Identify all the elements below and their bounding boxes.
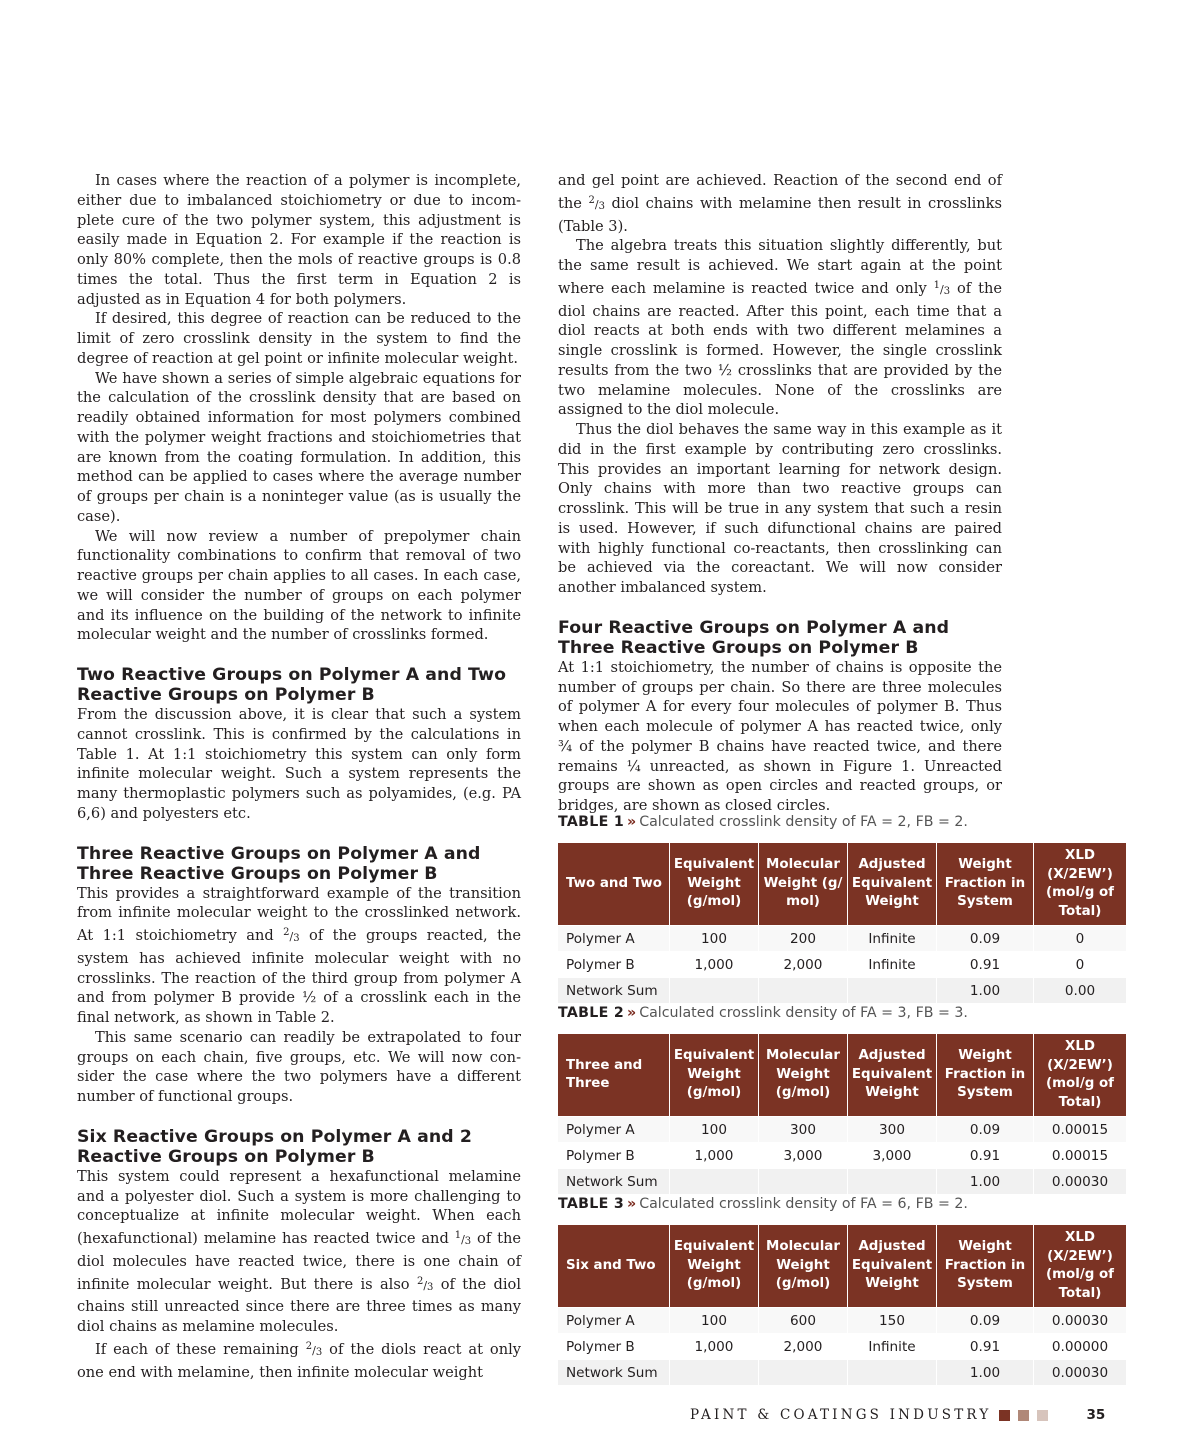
column-header: Adjusted Equivalent Weight xyxy=(848,843,937,926)
table-row xyxy=(558,1308,1126,1334)
table-cell: 600 xyxy=(759,1308,848,1334)
table-cell: Polymer B xyxy=(558,1143,670,1169)
table-cell: Polymer A xyxy=(558,1308,670,1334)
data-table xyxy=(558,1225,1126,1385)
page-number: 35 xyxy=(1086,1407,1106,1423)
left-column xyxy=(77,171,521,1382)
table-cell xyxy=(759,978,848,1004)
table-cell: 100 xyxy=(670,1308,759,1334)
column-header: Weight Fraction in System xyxy=(937,1225,1034,1308)
table-cell xyxy=(759,1360,848,1386)
paragraph: If each of these remaining $^2/_3$ of the diols react at only one end with melamine, then infinite molecular weight xyxy=(77,1340,522,1381)
paragraph: We will now review a number of prepolymer chain functionality combinations to confirm that removal of two reactive groups per chain applies to all cases. In each case, we will consider the number of groups on each polymer and its influence on the building of the network to infinite molecular weight and the number of crosslinks formed. xyxy=(77,527,521,644)
table-cell: 300 xyxy=(848,1117,937,1143)
table-cell: 150 xyxy=(848,1308,937,1334)
section-heading: Two Reactive Groups on Polymer A and Two Reactive Groups on Polymer B xyxy=(77,665,507,705)
table-cell xyxy=(759,1169,848,1195)
table-cell: 1,000 xyxy=(670,952,759,978)
table-cell: 0.00015 xyxy=(1034,1117,1127,1143)
table-cell xyxy=(848,978,937,1004)
table-cell: 0.91 xyxy=(937,1334,1034,1360)
magazine-name: PAINT & COATINGS INDUSTRY xyxy=(690,1407,992,1423)
column-header: XLD (X/2EW’) (mol/g of Total) xyxy=(1034,1034,1127,1117)
table-cell: 0.09 xyxy=(937,926,1034,952)
table-cell xyxy=(670,978,759,1004)
table-cell: Infinite xyxy=(848,1334,937,1360)
section-heading: Six Reactive Groups on Polymer A and 2 Reactive Groups on Polymer B xyxy=(77,1126,472,1167)
table-row xyxy=(558,1143,1126,1169)
paragraph: From the discussion above, it is clear that such a system cannot crosslink. This is confirmed by the calculations in Table 1. At 1:1 stoichiometry this system can only form infinite molecular weight. Such a system represents the many thermoplastic polymers such as polyamides, (e.g. PA 6,6) and polyesters etc. xyxy=(77,706,521,822)
paragraph: This same scenario can readily be extrapolated to four groups on each chain, five groups, etc. We will now consider the case where the two polymers have a different number of functional groups. xyxy=(77,1028,521,1105)
table-cell: 0.91 xyxy=(937,1143,1034,1169)
table-cell: 300 xyxy=(759,1117,848,1143)
table-row xyxy=(558,1117,1126,1143)
fraction-two-thirds: $^2/_3$ xyxy=(305,1340,323,1358)
footer-square-icon xyxy=(1018,1410,1029,1421)
paragraph: We have shown a series of simple algebraic equations for the calculation of the crosslink density that are based on readily obtained information for most polymers combined with the polymer weight fractions and stoichiometries that are known from the coating formulation. In addition, this method can be applied to cases where the average number of groups per chain is a noninteger value (as is usually the case). xyxy=(77,369,521,525)
paragraph: If desired, this degree of reaction can be reduced to the limit of zero crosslink density in the system to find the degree of reaction at gel point or infinite molecular weight. xyxy=(77,310,521,367)
table-cell: Network Sum xyxy=(558,1360,670,1386)
table-cell: 1.00 xyxy=(937,978,1034,1004)
table-cell xyxy=(670,1360,759,1386)
paragraph: and gel point are achieved. Reaction of the second end of the $^2/_3$ diol chains with melamine then result in crosslinks (Table 3). xyxy=(558,172,1003,235)
table-cell: 0.00030 xyxy=(1034,1308,1127,1334)
paragraph: At 1:1 stoichiometry, the number of chains is opposite the number of groups per chain. So there are three molecules of polymer A for every four molecules of polymer B. Thus when each molecule of polymer A has reacted twice, only ¾ of the polymer B chains have reacted twice, and there remains ¼ unreacted, as shown in Figure 1. Unreacted groups are shown as open circles and reacted groups, or bridges, are shown as closed circles. xyxy=(558,658,1002,814)
table-cell: 0 xyxy=(1034,926,1127,952)
table-caption: TABLE 2 » Calculated crosslink density of FA = 3, FB = 3. xyxy=(558,1005,968,1021)
column-header: Molecular Weight (g/mol) xyxy=(759,1225,848,1308)
table-row xyxy=(558,926,1126,952)
fraction-two-thirds: $^2/_3$ xyxy=(283,927,300,944)
table-cell: 0.00000 xyxy=(1034,1334,1127,1360)
column-header: Equivalent Weight (g/mol) xyxy=(670,1225,759,1308)
table-caption: TABLE 3 » Calculated crosslink density of FA = 6, FB = 2. xyxy=(558,1196,968,1212)
table-cell: 200 xyxy=(759,926,848,952)
table-cell: 0.09 xyxy=(937,1308,1034,1334)
paragraph: The algebra treats this situation slightly differently, but the same result is achieved. We start again at the point where each melamine is reacted twice and only $^1/_3$ of the diol chains are reacted. After this point, each time that a diol reacts at both ends with two different melamines a single crosslink is formed. However, the single crosslink results from the two ½ crosslinks that are provided by the two melamine molecules. None of the crosslinks are assigned to the diol molecule. xyxy=(558,237,1003,419)
table-cell: Network Sum xyxy=(558,978,670,1004)
table-cell: 2,000 xyxy=(759,1334,848,1360)
table-cell: 100 xyxy=(670,1117,759,1143)
fraction-two-thirds: $^2/_3$ xyxy=(416,1275,434,1293)
column-header: XLD (X/2EW’) (mol/g of Total) xyxy=(1034,1225,1127,1308)
column-header: Adjusted Equivalent Weight xyxy=(848,1225,937,1308)
table-cell: 1,000 xyxy=(670,1143,759,1169)
table-cell: Infinite xyxy=(848,926,937,952)
footer-square-icon xyxy=(1037,1410,1048,1421)
table-cell: 0.00 xyxy=(1034,978,1127,1004)
column-header: Six and Two xyxy=(558,1225,670,1308)
table-cell: 0 xyxy=(1034,952,1127,978)
table-cell: Polymer A xyxy=(558,926,670,952)
column-header: Three and Three xyxy=(558,1034,670,1117)
table-row xyxy=(558,952,1126,978)
table-row xyxy=(558,1360,1126,1386)
table-cell: 2,000 xyxy=(759,952,848,978)
table-cell xyxy=(848,1360,937,1386)
table-cell: 0.00030 xyxy=(1034,1169,1127,1195)
paragraph: This system could represent a hexafunctional melamine and a polyester diol. Such a system is more challenging to conceptualize at infinite molecular weight. When each (hexafunctional) melamine has reacted twice and $^1/_3$ of the diol molecules have reacted twice, there is one chain of infinite molecular weight. But there is also $^2/_3$ of the diol chains still unreacted since there are three times as many diol chains as melamine molecules. xyxy=(77,1167,522,1335)
table-cell xyxy=(848,1169,937,1195)
table-cell: Infinite xyxy=(848,952,937,978)
fraction-two-thirds: $^2/_3$ xyxy=(588,194,605,212)
table-caption: TABLE 1 » Calculated crosslink density of FA = 2, FB = 2. xyxy=(558,814,968,830)
column-header: Adjusted Equivalent Weight xyxy=(848,1034,937,1117)
column-header: Equivalent Weight (g/mol) xyxy=(670,1034,759,1117)
table-cell: 100 xyxy=(670,926,759,952)
paragraph: In cases where the reaction of a polymer is incomplete, either due to imbalanced stoichiometry or due to incomplete cure of the two polymer system, this adjustment is easily made in Equation 2. For example if the reaction is only 80% complete, then the mols of reactive groups is 0.8 times the total. Thus the first term in Equation 2 is adjusted as in Equation 4 for both polymers. xyxy=(77,172,521,308)
table-cell: Polymer B xyxy=(558,1334,670,1360)
table-cell: 3,000 xyxy=(848,1143,937,1169)
section-heading: Three Reactive Groups on Polymer A and Three Reactive Groups on Polymer B xyxy=(77,843,481,884)
column-header: Weight Fraction in System xyxy=(937,843,1034,926)
table-row xyxy=(558,1169,1126,1195)
table-row xyxy=(558,978,1126,1004)
fraction-one-third: $^1/_3$ xyxy=(454,1230,472,1247)
table-cell: 1.00 xyxy=(937,1169,1034,1195)
column-header: Molecular Weight (g/ mol) xyxy=(759,843,848,926)
section-heading: Four Reactive Groups on Polymer A and Three Reactive Groups on Polymer B xyxy=(558,617,950,658)
table-cell: 3,000 xyxy=(759,1143,848,1169)
table-cell: 1,000 xyxy=(670,1334,759,1360)
paragraph: This provides a straightforward example of the transition from infinite molecular weight to the crosslinked network. At 1:1 stoichiometry and $^2/_3$ of the groups reacted, the system has achieved infinite molecular weight with no crosslinks. The reaction of the third group from polymer A and from polymer B provide ½ of a crosslink each in the final network, as shown in Table 2. xyxy=(77,884,522,1026)
table-cell: 0.00015 xyxy=(1034,1143,1127,1169)
table-row xyxy=(558,1334,1126,1360)
paragraph: Thus the diol behaves the same way in this example as it did in the first example by contributing zero crosslinks. This provides an important learning for network design. Only chains with more than two reactive groups can crosslink. This will be true in any system that such a resin is used. However, if such difunctional chains are paired with highly functional co-reactants, then crosslinking can be achieved via the coreactant. We will now consider another imbalanced system. xyxy=(558,421,1002,596)
table-cell: 0.09 xyxy=(937,1117,1034,1143)
table-cell: 0.00030 xyxy=(1034,1360,1127,1386)
column-header: Weight Fraction in System xyxy=(937,1034,1034,1117)
data-table xyxy=(558,843,1126,1003)
table-cell: Polymer B xyxy=(558,952,670,978)
table-cell: 0.91 xyxy=(937,952,1034,978)
data-table xyxy=(558,1034,1126,1194)
column-header: XLD (X/2EW’) (mol/g of Total) xyxy=(1034,843,1127,926)
table-cell: Polymer A xyxy=(558,1117,670,1143)
column-header: Two and Two xyxy=(558,843,670,926)
table-cell xyxy=(670,1169,759,1195)
footer-square-icon xyxy=(999,1410,1010,1421)
page-footer xyxy=(690,1405,1105,1425)
column-header: Equivalent Weight (g/mol) xyxy=(670,843,759,926)
fraction-one-third: $^1/_3$ xyxy=(933,279,951,297)
column-header: Molecular Weight (g/mol) xyxy=(759,1034,848,1117)
table-cell: 1.00 xyxy=(937,1360,1034,1386)
right-column xyxy=(558,171,1002,816)
table-cell: Network Sum xyxy=(558,1169,670,1195)
